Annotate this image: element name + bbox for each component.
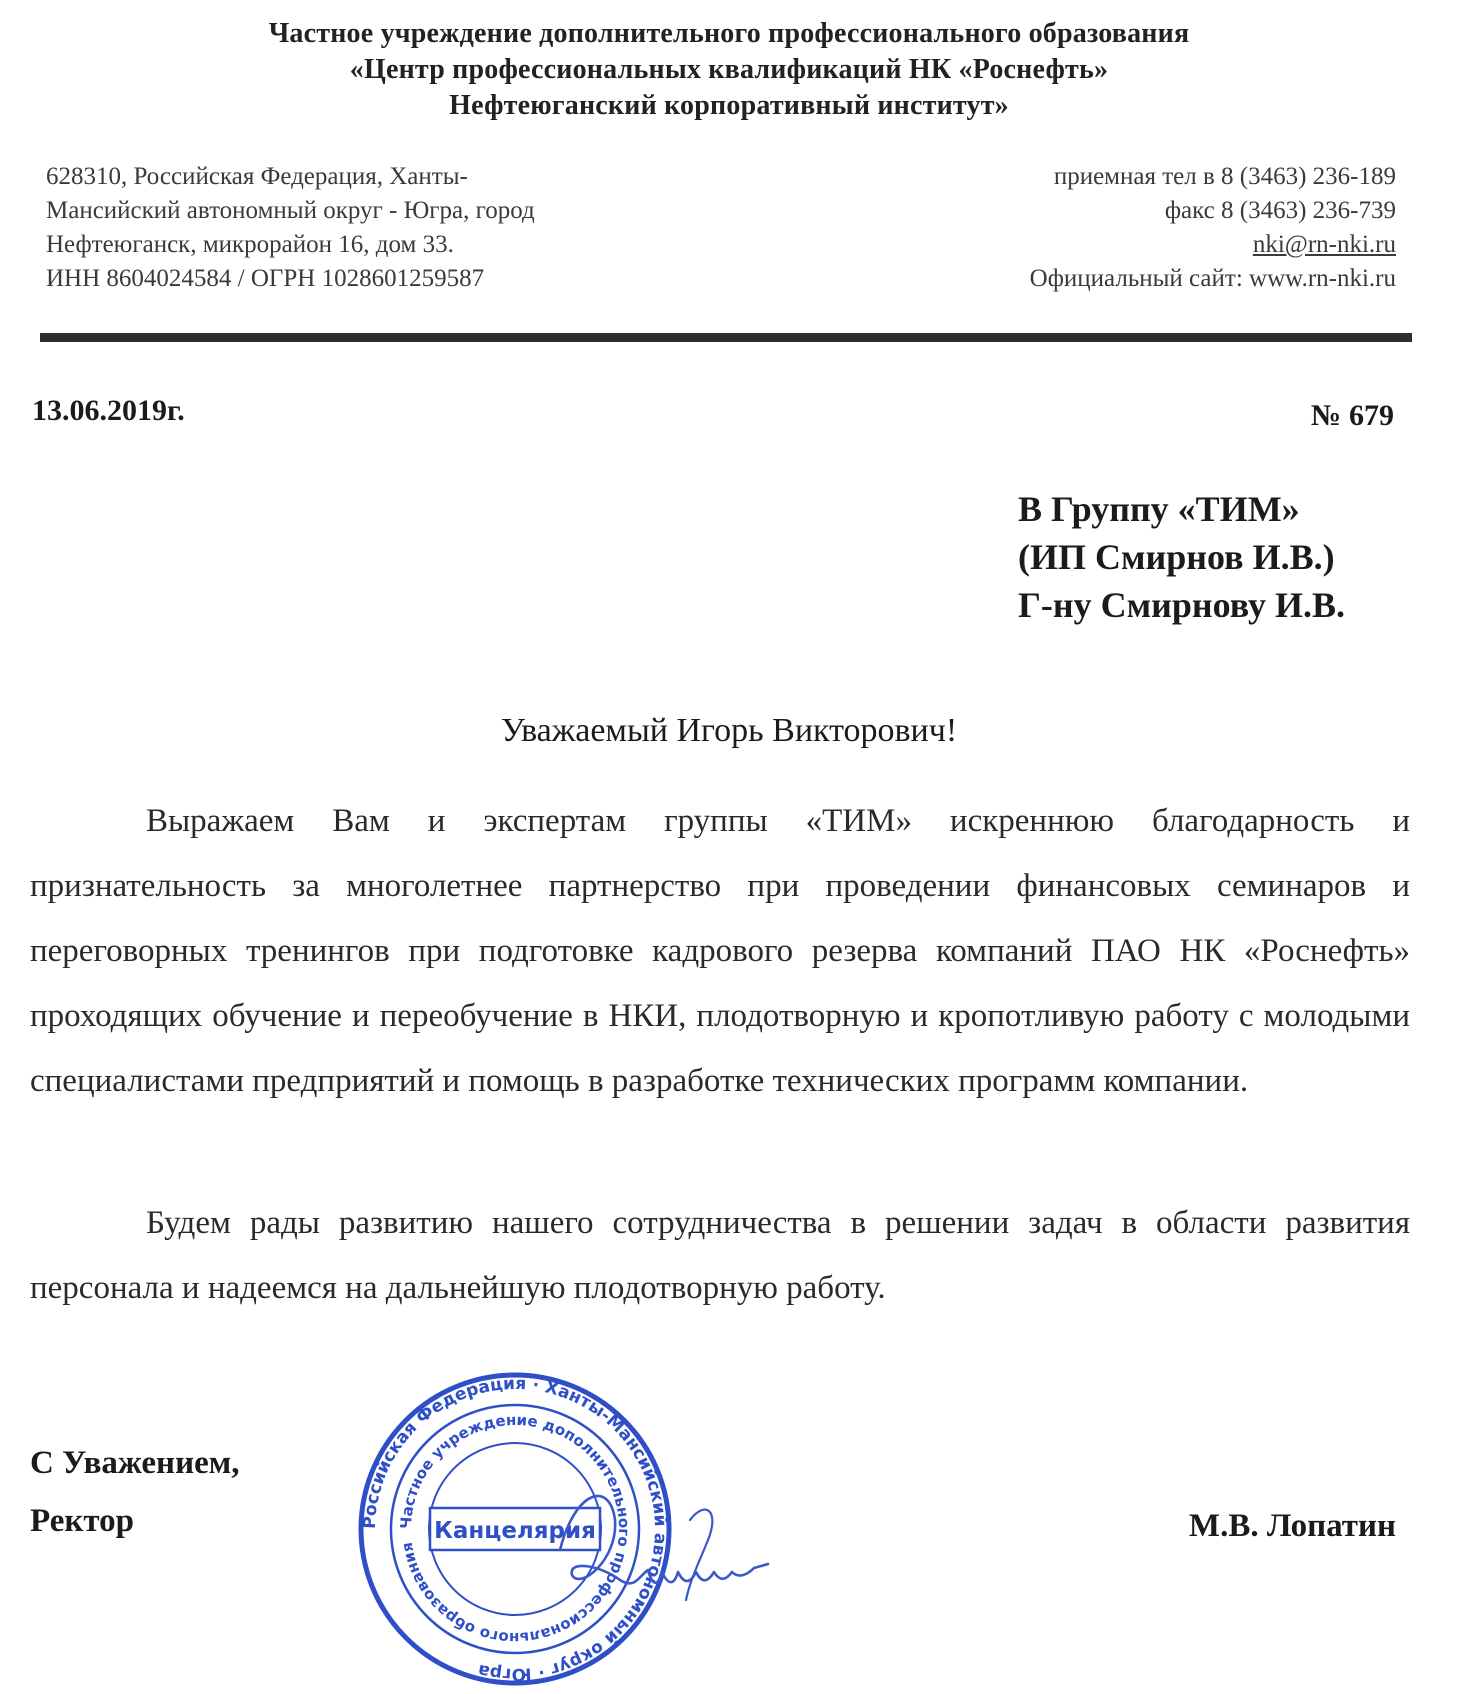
email-link[interactable]: nki@rn-nki.ru [1252, 231, 1396, 258]
address-block [46, 160, 535, 296]
tax-ids: ИНН 8604024584 / ОГРН 1028601259587 [46, 265, 485, 292]
letter-date: 13.06.2019г. [32, 394, 185, 427]
address-line: Нефтеюганск, микрорайон 16, дом 33. [46, 231, 454, 258]
closing-regards: С Уважением, [30, 1445, 240, 1481]
handwritten-signature [540, 1480, 780, 1630]
closing-block [30, 1434, 239, 1550]
address-line: 628310, Российская Федерация, Ханты- [46, 163, 468, 190]
body-paragraph-2: Будем рады развитию нашего сотрудничества в решении задач в области развития персонала и надеемся на дальнейшую плодотворную работу. [30, 1205, 1410, 1306]
header-divider [40, 333, 1412, 342]
number-value: 679 [1349, 399, 1394, 432]
org-name-line-3: Нефтеюганский корпоративный институт» [449, 90, 1009, 121]
website: Официальный сайт: www.rn-nki.ru [1029, 265, 1396, 292]
stamp-inner-text: Частное учреждение дополнительного профессионального образования [396, 1410, 634, 1648]
contacts-block [1030, 160, 1396, 296]
fax: факс 8 (3463) 236-739 [1164, 197, 1396, 224]
phone: приемная тел в 8 (3463) 236-189 [1053, 163, 1396, 190]
letter-number [1311, 399, 1394, 433]
recipient-line: Г-ну Смирнову И.В. [1018, 585, 1345, 625]
org-name-line-2: «Центр профессиональных квалификаций НК «Роснефть» [349, 54, 1109, 85]
greeting: Уважаемый Игорь Викторович! [500, 712, 958, 749]
signer-name: М.В. Лопатин [1188, 1508, 1396, 1544]
recipient-line: (ИП Смирнов И.В.) [1018, 537, 1335, 577]
address-line: Мансийский автономный округ - Югра, город [46, 197, 535, 224]
stamp-center-text: Канцелярия [434, 1518, 596, 1544]
stamp-outer-text: Российская Федерация · Ханты-Мансийский автономный округ · Югра [359, 1373, 671, 1685]
signer-position: Ректор [30, 1503, 135, 1539]
recipient-block [1018, 485, 1345, 629]
recipient-line: В Группу «ТИМ» [1018, 489, 1300, 529]
number-sign: № [1310, 399, 1341, 432]
org-name-line-1: Частное учреждение дополнительного профессионального образования [268, 18, 1190, 49]
body-paragraph-1: Выражаем Вам и экспертам группы «ТИМ» искреннюю благодарность и признательность за многолетнее партнерство при проведении финансовых семинаров и переговорных тренингов при подготовке кадрового резерва компаний ПАО НК «Роснефть» проходящих обучение и переобучение в НКИ, плодотворную и кропотливую работу с молодыми специалистами предприятий и помощь в разработке технических программ компании. [30, 803, 1410, 1099]
